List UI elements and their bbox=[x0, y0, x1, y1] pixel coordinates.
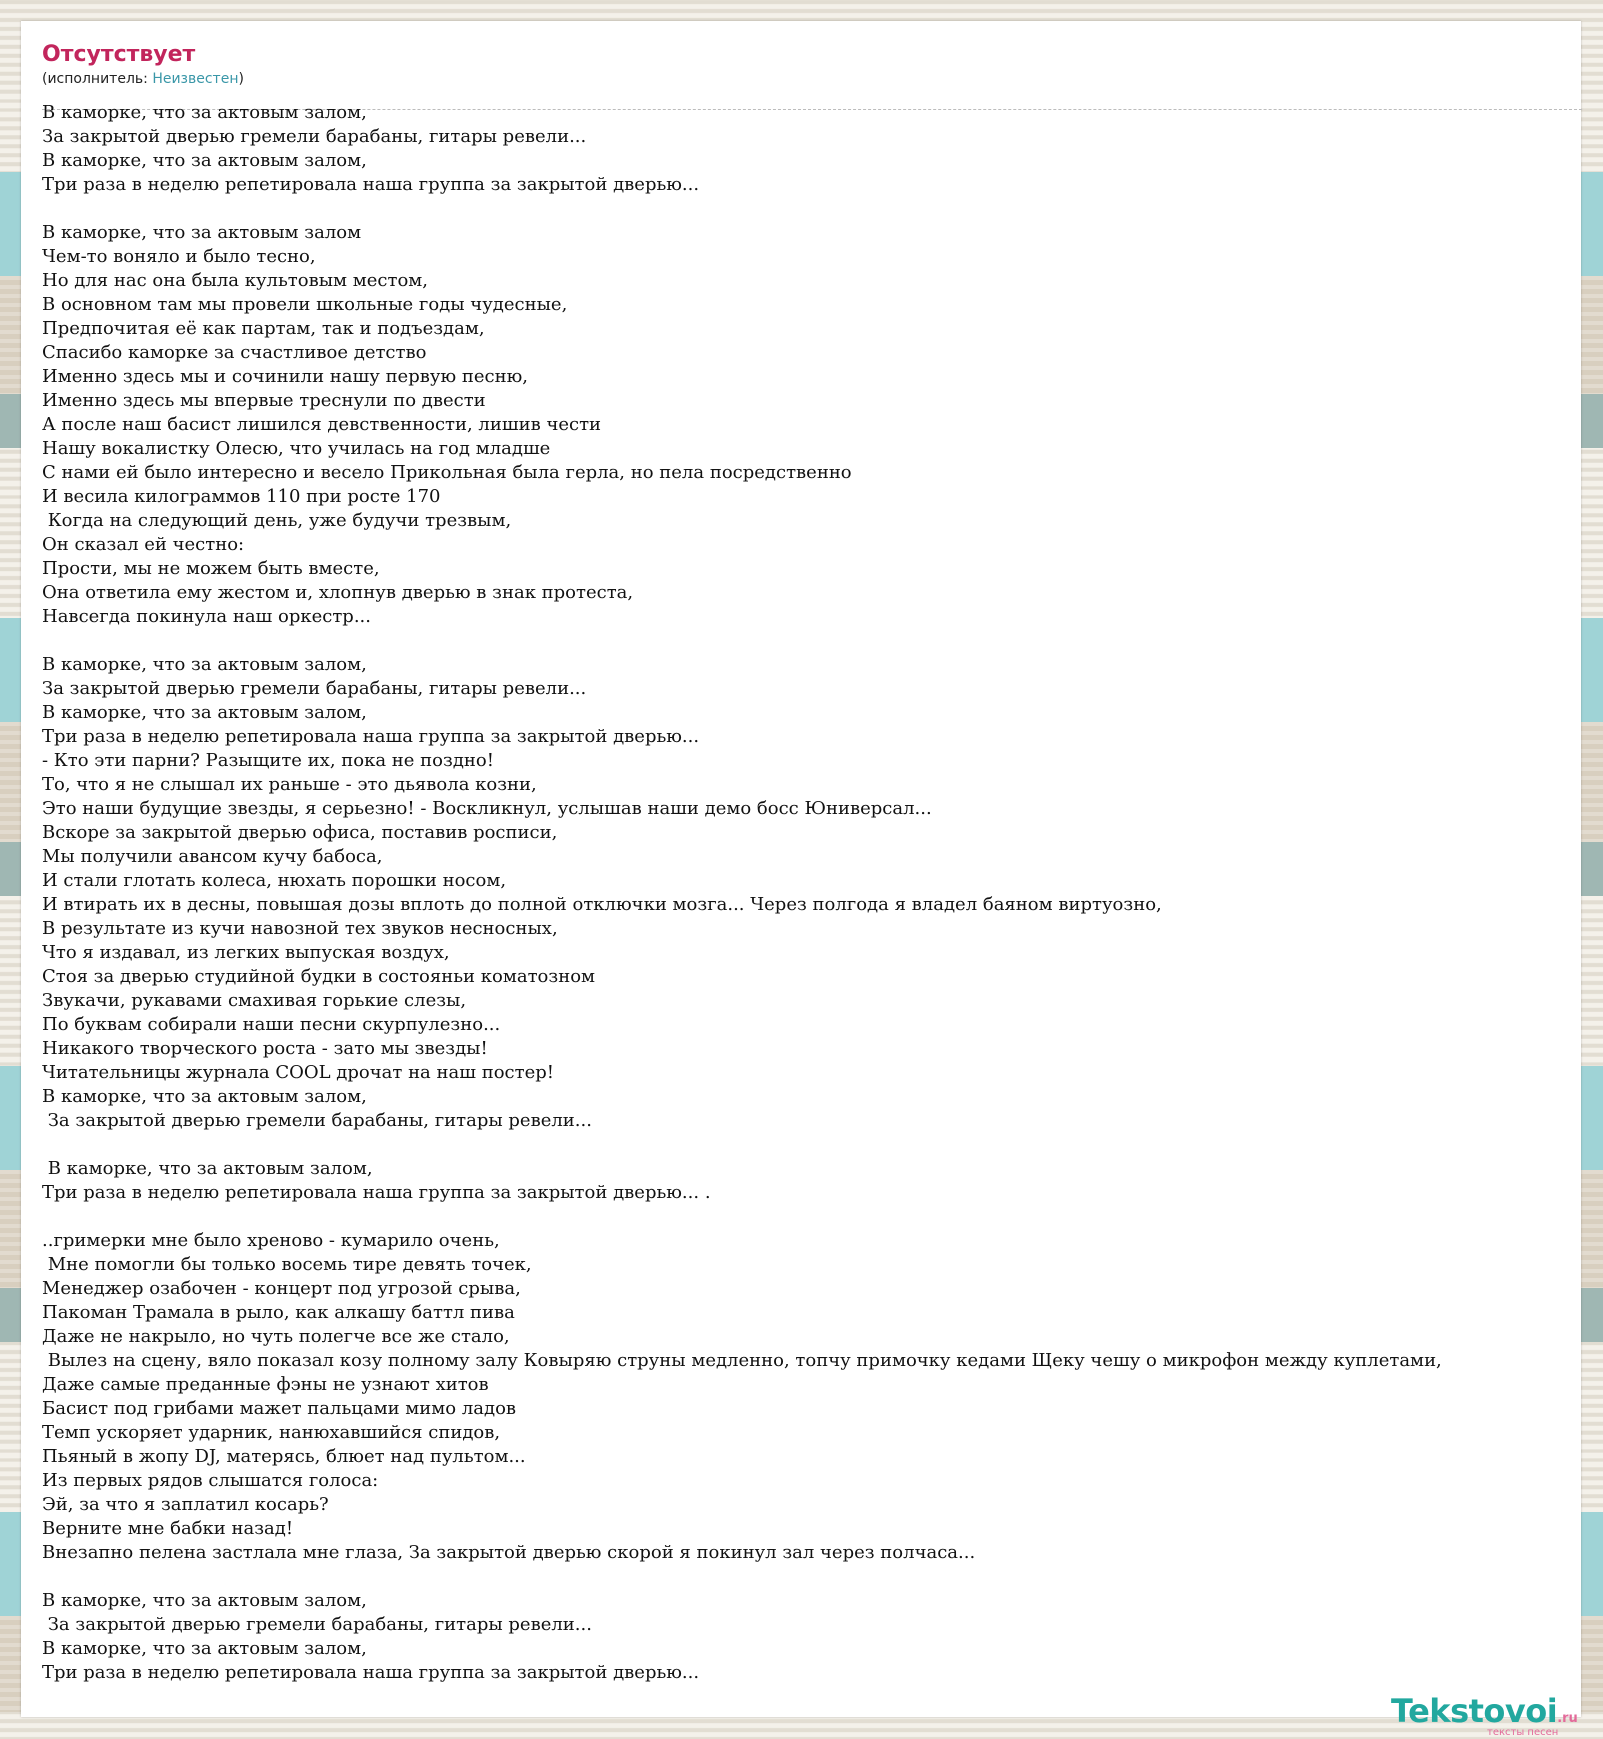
lyric-line: В каморке, что за актовым залом, bbox=[42, 1590, 367, 1611]
lyric-line: Именно здесь мы и сочинили нашу первую песню, bbox=[42, 366, 528, 387]
lyric-line: В каморке, что за актовым залом, bbox=[42, 1158, 373, 1179]
lyric-line: В каморке, что за актовым залом, bbox=[42, 1638, 367, 1659]
lyric-line: Верните мне бабки назад! bbox=[42, 1518, 294, 1539]
song-title: Отсутствует bbox=[42, 42, 196, 67]
lyric-line: В каморке, что за актовым залом, bbox=[42, 102, 367, 123]
artist-link[interactable]: Неизвестен bbox=[152, 71, 239, 87]
lyric-line: Пьяный в жопу DJ, матерясь, блюет над пультом... bbox=[42, 1446, 526, 1467]
lyric-line bbox=[42, 1133, 1442, 1157]
lyric-line: Он сказал ей честно: bbox=[42, 534, 245, 555]
logo-tagline: тексты песен bbox=[1487, 1727, 1559, 1738]
lyric-line: По буквам собирали наши песни скурпулезно... bbox=[42, 1014, 501, 1035]
artist-line bbox=[42, 69, 1582, 89]
lyric-line: В основном там мы провели школьные годы чудесные, bbox=[42, 294, 568, 315]
lyric-line: Спасибо каморке за счастливое детство bbox=[42, 342, 427, 363]
lyric-line: Именно здесь мы впервые треснули по двести bbox=[42, 390, 486, 411]
lyric-line: Вылез на сцену, вяло показал козу полному залу Ковыряю струны медленно, топчу примочку кедами Щеку чешу о микрофон между куплетами, bbox=[42, 1350, 1442, 1371]
lyric-line: Менеджер озабочен - концерт под угрозой срыва, bbox=[42, 1278, 521, 1299]
lyric-line: И стали глотать колеса, нюхать порошки носом, bbox=[42, 870, 507, 891]
lyrics-card bbox=[21, 21, 1581, 1738]
lyric-line: Стоя за дверью студийной будки в состояньи коматозном bbox=[42, 966, 596, 987]
lyric-line: За закрытой дверью гремели барабаны, гитары ревели... bbox=[42, 1110, 592, 1131]
logo-name: Tekstovoi bbox=[1391, 1692, 1558, 1730]
lyric-line: Предпочитая её как партам, так и подъездам, bbox=[42, 318, 485, 339]
lyric-line: С нами ей было интересно и весело Прикольная была герла, но пела посредственно bbox=[42, 462, 852, 483]
lyrics-text bbox=[42, 101, 1442, 1685]
lyric-line: Эй, за что я заплатил косарь? bbox=[42, 1494, 329, 1515]
lyric-line: И весила килограммов 110 при росте 170 bbox=[42, 486, 441, 507]
lyric-line: То, что я не слышал их раньше - это дьявола козни, bbox=[42, 774, 537, 795]
lyric-line: Она ответила ему жестом и, хлопнув дверью в знак протеста, bbox=[42, 582, 634, 603]
lyric-line: Басист под грибами мажет пальцами мимо ладов bbox=[42, 1398, 517, 1419]
lyric-line: Вскоре за закрытой дверью офиса, поставив росписи, bbox=[42, 822, 558, 843]
lyric-line bbox=[42, 197, 1442, 221]
lyric-line: Звукачи, рукавами смахивая горькие слезы, bbox=[42, 990, 467, 1011]
lyric-line: Пакоман Трамала в рыло, как алкашу баттл пива bbox=[42, 1302, 515, 1323]
lyric-line: Темп ускоряет ударник, нанюхавшийся спидов, bbox=[42, 1422, 501, 1443]
lyric-line: В каморке, что за актовым залом, bbox=[42, 1086, 367, 1107]
lyric-line: За закрытой дверью гремели барабаны, гитары ревели... bbox=[42, 126, 587, 147]
logo-tld: .ru bbox=[1557, 1711, 1578, 1726]
lyric-line: Навсегда покинула наш оркестр... bbox=[42, 606, 371, 627]
lyric-line: В результате из кучи навозной тех звуков несносных, bbox=[42, 918, 558, 939]
lyric-line bbox=[42, 629, 1442, 653]
artist-suffix: ) bbox=[238, 71, 244, 87]
lyric-line: А после наш басист лишился девственности, лишив чести bbox=[42, 414, 602, 435]
lyric-line: Три раза в неделю репетировала наша группа за закрытой дверью... bbox=[42, 174, 700, 195]
lyric-line: В каморке, что за актовым залом, bbox=[42, 150, 367, 171]
lyric-line: И втирать их в десны, повышая дозы вплоть до полной отключки мозга... Через полгода я владел баяном виртуозно, bbox=[42, 894, 1162, 915]
lyric-line: Нашу вокалистку Олесю, что училась на год младше bbox=[42, 438, 551, 459]
lyric-line: - Кто эти парни? Разыщите их, пока не поздно! bbox=[42, 750, 494, 771]
lyric-line: Три раза в неделю репетировала наша группа за закрытой дверью... . bbox=[42, 1182, 711, 1203]
lyric-line: ..гримерки мне было хреново - кумарило очень, bbox=[42, 1230, 500, 1251]
lyric-line: Но для нас она была культовым местом, bbox=[42, 270, 429, 291]
lyric-line: Когда на следующий день, уже будучи трезвым, bbox=[42, 510, 512, 531]
lyric-line: В каморке, что за актовым залом, bbox=[42, 702, 367, 723]
lyric-line: Что я издавал, из легких выпуская воздух, bbox=[42, 942, 450, 963]
site-logo[interactable] bbox=[1391, 1693, 1591, 1737]
song-header bbox=[42, 41, 1582, 110]
lyric-line: Три раза в неделю репетировала наша группа за закрытой дверью... bbox=[42, 1662, 700, 1683]
lyric-line: В каморке, что за актовым залом, bbox=[42, 654, 367, 675]
lyric-line: Из первых рядов слышатся голоса: bbox=[42, 1470, 379, 1491]
lyric-line bbox=[42, 1565, 1442, 1589]
lyric-line: Мне помогли бы только восемь тире девять точек, bbox=[42, 1254, 532, 1275]
lyric-line: Чем-то воняло и было тесно, bbox=[42, 246, 316, 267]
lyric-line: За закрытой дверью гремели барабаны, гитары ревели... bbox=[42, 1614, 592, 1635]
lyric-line: Никакого творческого роста - зато мы звезды! bbox=[42, 1038, 488, 1059]
lyric-line: За закрытой дверью гремели барабаны, гитары ревели... bbox=[42, 678, 587, 699]
artist-prefix: (исполнитель: bbox=[42, 71, 153, 87]
lyric-line: В каморке, что за актовым залом bbox=[42, 222, 362, 243]
lyric-line: Мы получили авансом кучу бабоса, bbox=[42, 846, 383, 867]
lyric-line: Прости, мы не можем быть вместе, bbox=[42, 558, 380, 579]
lyric-line: Внезапно пелена застлала мне глаза, За закрытой дверью скорой я покинул зал через полчаса... bbox=[42, 1542, 976, 1563]
lyric-line bbox=[42, 1205, 1442, 1229]
lyric-line: Читательницы журнала COOL дрочат на наш постер! bbox=[42, 1062, 554, 1083]
lyric-line: Даже не накрыло, но чуть полегче все же стало, bbox=[42, 1326, 510, 1347]
lyric-line: Даже самые преданные фэны не узнают хитов bbox=[42, 1374, 489, 1395]
lyric-line: Три раза в неделю репетировала наша группа за закрытой дверью... bbox=[42, 726, 700, 747]
lyric-line: Это наши будущие звезды, я серьезно! - Воскликнул, услышав наши демо босс Юниверсал... bbox=[42, 798, 932, 819]
